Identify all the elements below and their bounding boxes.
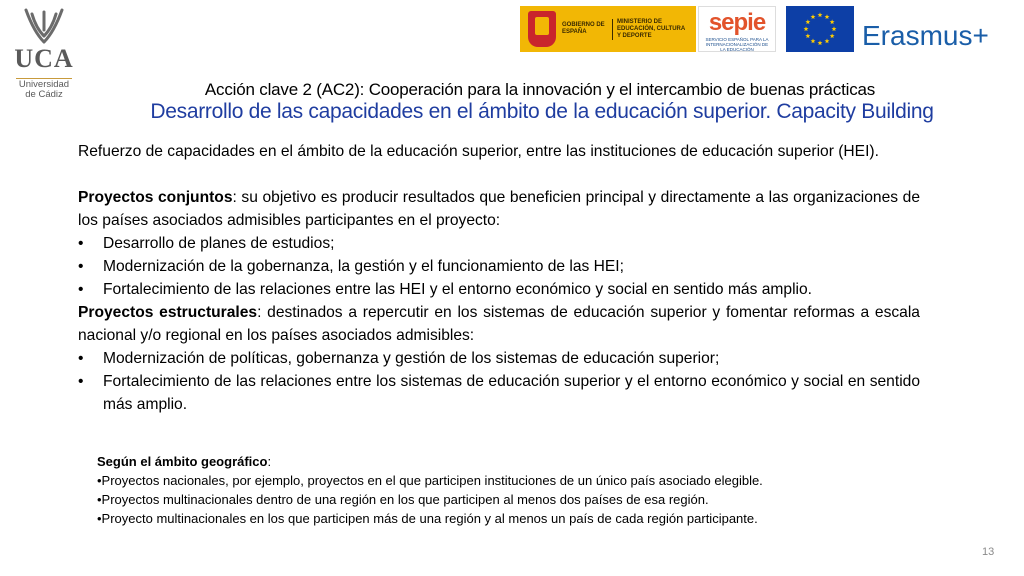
sepie-word: sepie [708, 9, 766, 36]
intro-paragraph: Refuerzo de capacidades en el ámbito de la educación superior, entre las instituciones de educación superior (HEI). [78, 143, 879, 160]
main-body [78, 140, 920, 416]
eu-star-icon [811, 39, 816, 44]
eu-star-icon [805, 19, 810, 24]
erasmus-logo: Erasmus+ [862, 20, 989, 51]
uca-emblem-icon [20, 4, 68, 44]
eu-stars [786, 6, 854, 52]
eu-star-icon [830, 33, 835, 38]
eu-star-icon [832, 26, 837, 31]
geo-item: •Proyectos nacionales, por ejemplo, proyectos en el que participen instituciones de un único país asociado elegible. [97, 473, 763, 488]
conjuntos-label: Proyectos conjuntos [78, 189, 233, 206]
eu-star-icon [805, 33, 810, 38]
gobierno-logo [520, 6, 696, 52]
estructurales-list [78, 347, 920, 416]
conjuntos-list [78, 232, 920, 301]
eu-star-icon [830, 19, 835, 24]
list-item: • Desarrollo de planes de estudios; [78, 232, 920, 255]
coat-of-arms-icon [528, 11, 556, 47]
page-subtitle: Desarrollo de las capacidades en el ámbito de la educación superior. Capacity Building [150, 100, 934, 123]
conjuntos-paragraph [78, 186, 920, 232]
estructurales-paragraph [78, 301, 920, 347]
uca-name-line1: Universidad [18, 79, 70, 90]
eu-star-icon [804, 26, 809, 31]
geo-label: Según el ámbito geográfico [97, 454, 268, 469]
geo-heading [97, 452, 917, 471]
eu-star-icon [825, 39, 830, 44]
geo-section [97, 452, 917, 528]
conjuntos-text: : su objetivo es producir resultados que beneficien principal y directamente a las organizaciones de los países asociados admisibles participantes en el proyecto: [78, 189, 920, 229]
uca-letters: UCA [14, 44, 74, 73]
ministerio-text: MINISTERIO DE EDUCACIÓN, CULTURA Y DEPORTE [612, 19, 687, 40]
geo-item: •Proyecto multinacionales en los que participen más de una región y al menos un país de cada región participante. [97, 511, 758, 526]
geo-colon: : [267, 454, 272, 469]
gobierno-text: GOBIERNO DE ESPAÑA [562, 22, 605, 35]
page-title: Acción clave 2 (AC2): Cooperación para la innovación y el intercambio de buenas prácticas [204, 80, 876, 99]
eu-star-icon [811, 14, 816, 19]
eu-star-icon [818, 12, 823, 17]
list-item: • Fortalecimiento de las relaciones entre los sistemas de educación superior y el entorno económico y social en sentido más amplio. [78, 370, 920, 416]
list-item: • Modernización de la gobernanza, la gestión y el funcionamiento de las HEI; [78, 255, 920, 278]
estructurales-text: : destinados a repercutir en los sistemas de educación superior y fomentar reformas a escala nacional y/o regional en los países asociados admisibles: [78, 304, 920, 344]
uca-name-line2: de Cádiz [25, 89, 63, 100]
eu-star-icon [818, 40, 823, 45]
estructurales-label: Proyectos estructurales [78, 304, 258, 321]
list-item: • Modernización de políticas, gobernanza y gestión de los sistemas de educación superior; [78, 347, 920, 370]
eu-flag-icon [786, 6, 854, 52]
page-number: 13 [982, 546, 995, 558]
sepie-subtitle: SERVICIO ESPAÑOL PARA LA INTERNACIONALIZACIÓN DE LA EDUCACIÓN [705, 37, 769, 52]
list-item: • Fortalecimiento de las relaciones entre las HEI y el entorno económico y social en sentido más amplio. [78, 278, 920, 301]
sepie-logo [698, 6, 776, 52]
eu-star-icon [825, 14, 830, 19]
geo-item: •Proyectos multinacionales dentro de una región en los que participen al menos dos países de esa región. [97, 492, 709, 507]
